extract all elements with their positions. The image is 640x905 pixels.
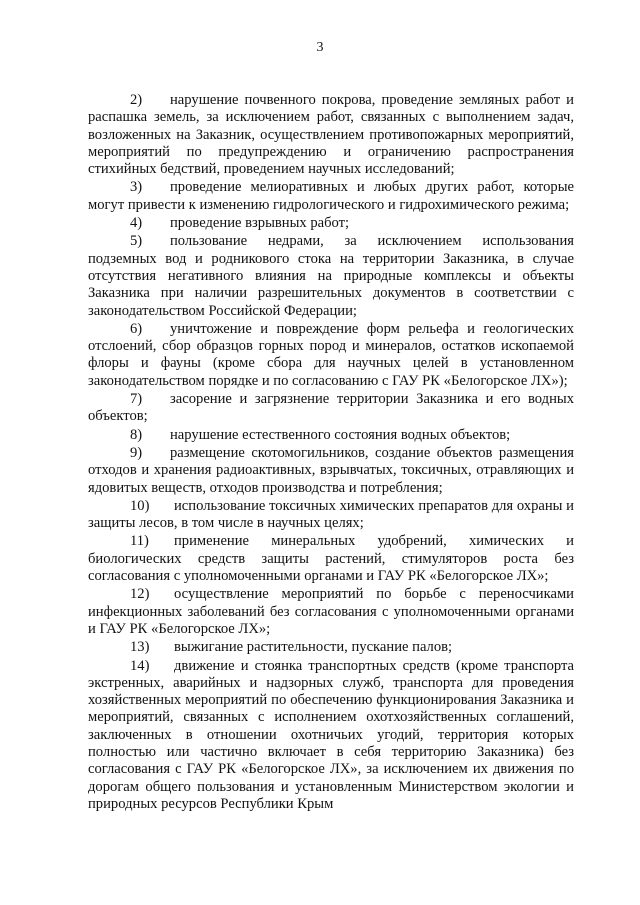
- list-item: [88, 586, 574, 638]
- item-text: использование токсичных химических препаратов для охраны и защиты лесов, в том числе в научных целях;: [88, 497, 574, 532]
- item-text: проведение мелиоративных и любых других работ, которые могут привести к изменению гидрологического и гидрохимического режима;: [88, 179, 574, 213]
- document-body: [88, 92, 574, 813]
- item-text: размещение скотомогильников, создание объектов размещения отходов и хранения радиоактивных, взрывчатых, токсичных, отравляющих и ядовитых веществ, отходов производства и потребления;: [88, 444, 574, 496]
- item-number: 3): [130, 179, 143, 196]
- list-item: [88, 391, 574, 426]
- item-number: 13): [130, 639, 150, 656]
- item-text: движение и стоянка транспортных средств (кроме транспорта экстренных, аварийных и надзорных служб, транспорта для проведения хозяйственных мероприятий по обеспечению функционирования Заказника и мероприятий, связанных с исполнением охотхозяйственных соглашений, заключенных в отношении охотничьих угодий, территория которых полностью или частично включает в себя территорию Заказника) без согласования с ГАУ РК «Белогорское ЛХ», за исключением их движения по дорогам общего пользования и установленным Министерством экологии и природных ресурсов Республики Крым: [88, 657, 574, 812]
- list-item: [88, 498, 574, 533]
- item-text: нарушение почвенного покрова, проведение земляных работ и распашка земель, за исключением работ, связанных с выполнением задач, возложенных на Заказник, осуществлением противопожарных мероприятий, мероприятий по предупреждению и ограничению распространения стихийных бедствий, проведением научных исследований;: [88, 92, 574, 178]
- page-number: 3: [316, 40, 324, 55]
- item-text: уничтожение и повреждение форм рельефа и геологических отслоений, сбор образцов горных пород и минералов, остатков ископаемой флоры и фауны (кроме сбора для научных целей в установленном законодательством порядке и по согласованию с ГАУ РК «Белогорское ЛХ»);: [88, 320, 574, 389]
- item-number: 8): [130, 426, 143, 443]
- item-text: применение минеральных удобрений, химических и биологических средств защиты растений, стимуляторов роста без согласования с уполномоченными органами и ГАУ РК «Белогорское ЛХ»;: [88, 533, 574, 585]
- item-number: 6): [130, 320, 143, 337]
- list-item: [88, 215, 574, 232]
- list-item: [88, 445, 574, 497]
- list-item: [88, 658, 574, 814]
- list-item: [88, 233, 574, 319]
- item-number: 5): [130, 233, 143, 250]
- item-number: 7): [130, 391, 143, 408]
- item-number: 2): [130, 92, 143, 108]
- item-text: осуществление мероприятий по борьбе с переносчиками инфекционных заболеваний без согласования с уполномоченными органами и ГАУ РК «Белогорское ЛХ»;: [88, 586, 574, 637]
- list-item: [88, 533, 574, 585]
- item-text: выжигание растительности, пускание палов;: [174, 639, 453, 656]
- item-number: 12): [130, 586, 150, 603]
- list-item: [88, 179, 574, 214]
- item-number: 9): [130, 444, 143, 461]
- item-number: 11): [130, 533, 149, 550]
- list-item: [88, 639, 574, 656]
- item-number: 10): [130, 497, 150, 514]
- item-number: 4): [130, 215, 143, 232]
- item-text: проведение взрывных работ;: [170, 215, 350, 232]
- list-item: [88, 427, 574, 444]
- item-number: 14): [130, 657, 150, 674]
- item-text: засорение и загрязнение территории Заказника и его водных объектов;: [88, 391, 574, 425]
- item-text: пользование недрами, за исключением использования подземных вод и родникового стока на территории Заказника, в случае отсутствия негативного влияния на природные комплексы и объекты Заказника при наличии разрешительных документов в соответствии с законодательством Российской Федерации;: [88, 233, 574, 319]
- list-item: [88, 321, 574, 390]
- list-item: [88, 92, 574, 178]
- item-text: нарушение естественного состояния водных объектов;: [170, 426, 511, 443]
